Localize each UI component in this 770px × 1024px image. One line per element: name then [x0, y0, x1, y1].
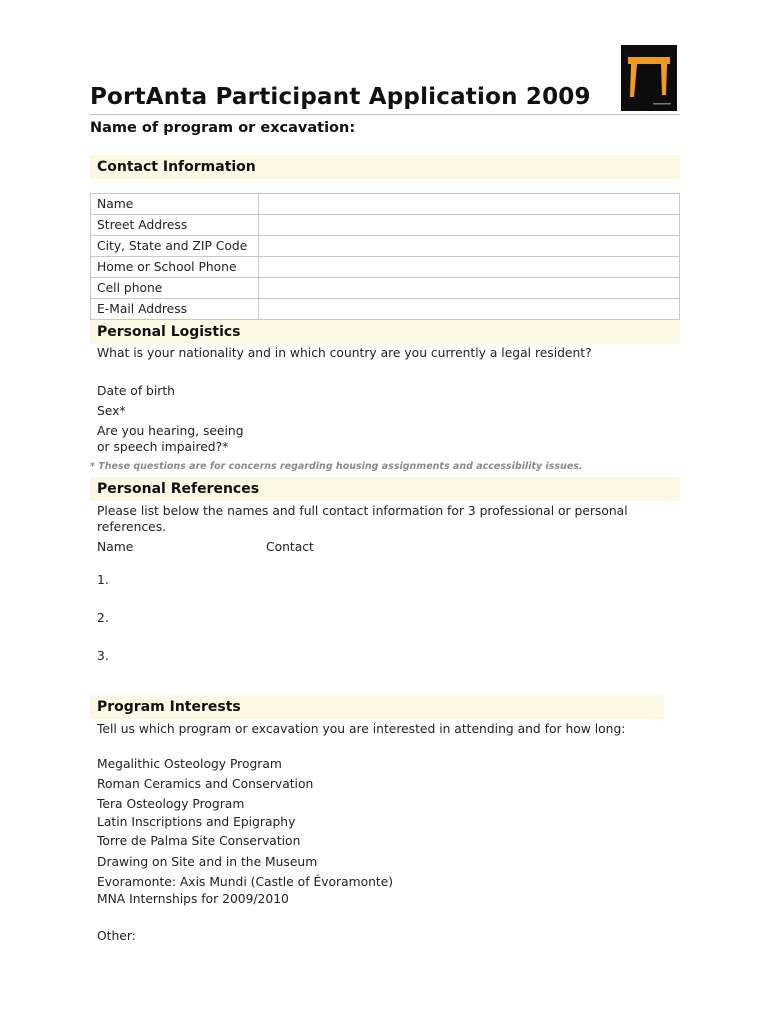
reference-item-1: 1. [97, 573, 109, 587]
contact-street-label: Street Address [91, 215, 259, 236]
stool-icon [621, 45, 677, 111]
references-intro-line2: references. [97, 520, 167, 534]
program-item: Latin Inscriptions and Epigraphy [97, 815, 296, 829]
program-item: Drawing on Site and in the Museum [97, 855, 318, 869]
impaired-label-line1: Are you hearing, seeing [97, 424, 244, 438]
contact-email-label: E-Mail Address [91, 299, 259, 320]
contact-table [90, 193, 680, 320]
program-name-label: Name of program or excavation: [90, 120, 356, 136]
date-of-birth-label: Date of birth [97, 384, 175, 398]
table-row [91, 215, 680, 236]
interests-intro: Tell us which program or excavation you are interested in attending and for how long: [97, 722, 626, 736]
program-item: Torre de Palma Site Conservation [97, 834, 301, 848]
contact-home-phone-field[interactable] [259, 257, 680, 278]
title-divider [90, 114, 680, 115]
references-name-header: Name [97, 540, 134, 554]
section-personal-references: Personal References [90, 477, 680, 501]
logistics-footnote: * These questions are for concerns regarding housing assignments and accessibility issues. [90, 461, 583, 472]
program-item: Tera Osteology Program [97, 797, 245, 811]
contact-city-field[interactable] [259, 236, 680, 257]
contact-email-field[interactable] [259, 299, 680, 320]
contact-name-field[interactable] [259, 194, 680, 215]
references-intro-line1: Please list below the names and full contact information for 3 professional or personal [97, 504, 628, 518]
nationality-question: What is your nationality and in which country are you currently a legal resident? [97, 346, 592, 360]
contact-name-label: Name [91, 194, 259, 215]
page-title: PortAnta Participant Application 2009 [90, 84, 591, 110]
table-row [91, 194, 680, 215]
table-row [91, 278, 680, 299]
section-contact-information: Contact Information [90, 155, 680, 179]
section-program-interests: Program Interests [90, 695, 664, 719]
reference-item-3: 3. [97, 649, 109, 663]
references-contact-header: Contact [266, 540, 314, 554]
contact-home-phone-label: Home or School Phone [91, 257, 259, 278]
contact-street-field[interactable] [259, 215, 680, 236]
contact-city-label: City, State and ZIP Code [91, 236, 259, 257]
contact-cell-phone-field[interactable] [259, 278, 680, 299]
table-row [91, 236, 680, 257]
sex-label: Sex* [97, 404, 126, 418]
portanta-logo [621, 45, 677, 111]
section-personal-logistics: Personal Logistics [90, 320, 680, 344]
program-item: Megalithic Osteology Program [97, 757, 282, 771]
program-item: MNA Internships for 2009/2010 [97, 892, 289, 906]
program-item: Evoramonte: Axis Mundi (Castle of Évoramonte) [97, 875, 394, 889]
table-row [91, 299, 680, 320]
reference-item-2: 2. [97, 611, 109, 625]
program-item: Roman Ceramics and Conservation [97, 777, 314, 791]
table-row [91, 257, 680, 278]
other-program-label: Other: [97, 929, 136, 943]
impaired-label-line2: or speech impaired?* [97, 440, 229, 454]
contact-cell-phone-label: Cell phone [91, 278, 259, 299]
